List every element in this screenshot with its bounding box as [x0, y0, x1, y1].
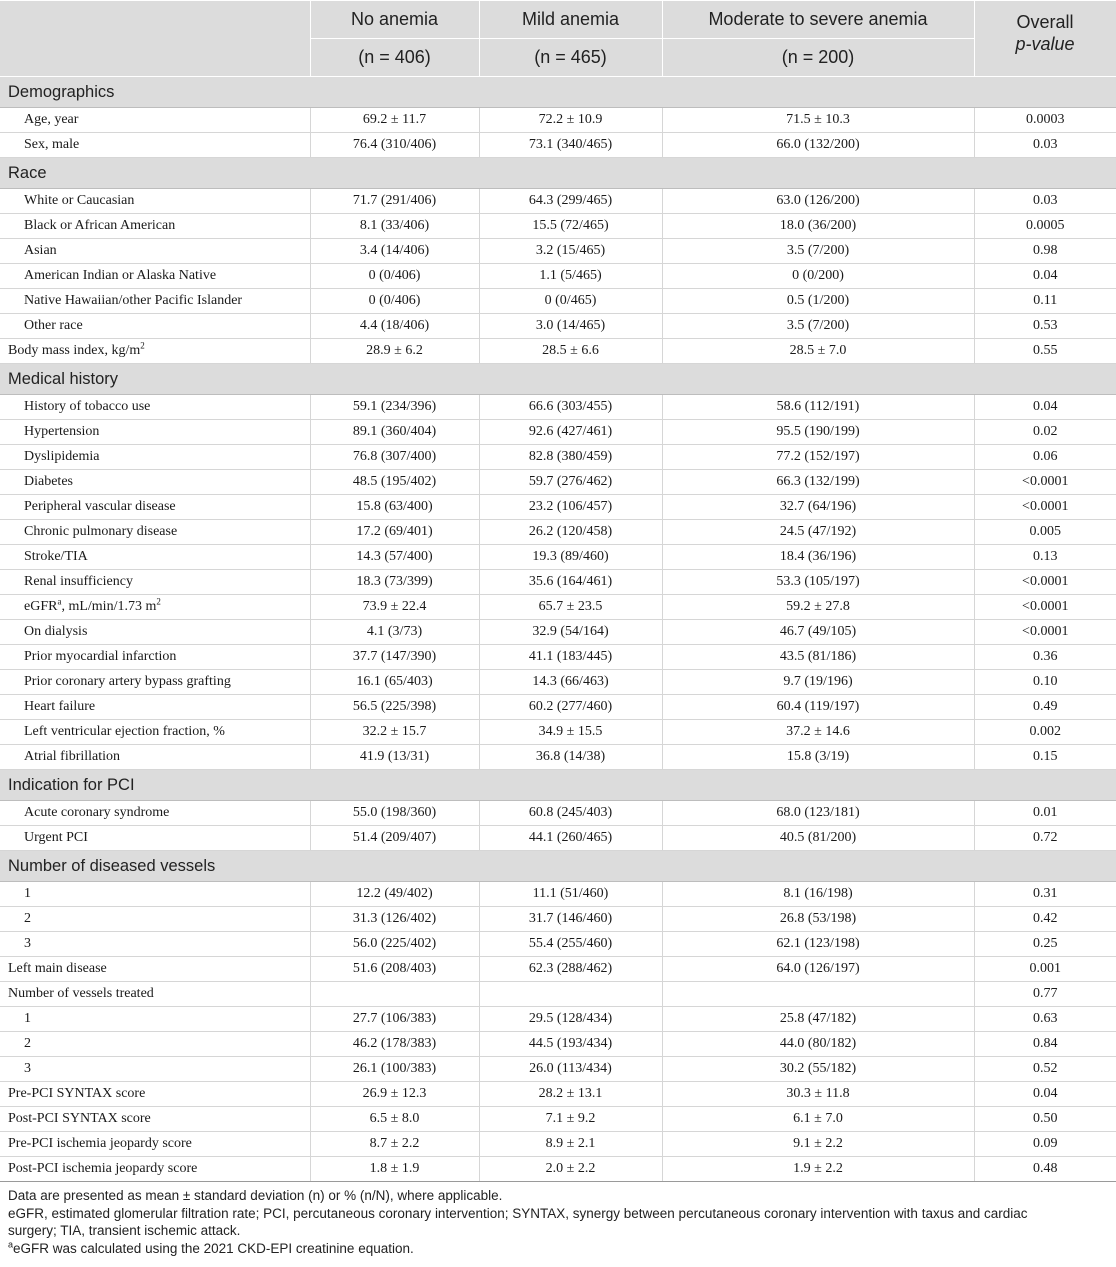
row-label [0, 314, 310, 339]
row-label-text: 2 [24, 911, 31, 926]
table-row [0, 1157, 1116, 1182]
row-label-text: White or Caucasian [24, 193, 135, 208]
row-label-text: Left ventricular ejection fraction, % [24, 724, 225, 739]
row-label [0, 620, 310, 645]
table-footnotes [8, 1187, 1116, 1257]
row-label [0, 445, 310, 470]
cell-p-value: 0.11 [974, 289, 1116, 314]
cell-no-anemia: 0 (0/406) [310, 264, 479, 289]
cell-mild-anemia: 64.3 (299/465) [479, 189, 662, 214]
cell-mild-anemia: 73.1 (340/465) [479, 133, 662, 158]
table-row [0, 670, 1116, 695]
cell-moderate-severe: 58.6 (112/191) [662, 395, 974, 420]
cell-mild-anemia: 60.8 (245/403) [479, 801, 662, 826]
cell-p-value: 0.10 [974, 670, 1116, 695]
cell-moderate-severe: 3.5 (7/200) [662, 314, 974, 339]
row-label-superscript: a [57, 596, 62, 607]
cell-mild-anemia: 31.7 (146/460) [479, 907, 662, 932]
row-label [0, 1007, 310, 1032]
cell-p-value: 0.42 [974, 907, 1116, 932]
row-label-text: Number of vessels treated [8, 986, 154, 1001]
cell-p-value: 0.72 [974, 826, 1116, 851]
table-row [0, 695, 1116, 720]
row-label-text-cont: , mL/min/1.73 m [61, 599, 157, 614]
row-label [0, 1032, 310, 1057]
cell-p-value: 0.31 [974, 882, 1116, 907]
cell-p-value: 0.04 [974, 264, 1116, 289]
cell-moderate-severe: 24.5 (47/192) [662, 520, 974, 545]
footnote-egfr [8, 1240, 1116, 1258]
row-label-text: Stroke/TIA [24, 549, 88, 564]
cell-moderate-severe: 6.1 ± 7.0 [662, 1107, 974, 1132]
row-label-text: 2 [24, 1036, 31, 1051]
section-title: Race [0, 158, 1116, 189]
cell-p-value: <0.0001 [974, 495, 1116, 520]
cell-mild-anemia: 35.6 (164/461) [479, 570, 662, 595]
cell-p-value: 0.63 [974, 1007, 1116, 1032]
cell-p-value: 0.03 [974, 133, 1116, 158]
table-body [0, 77, 1116, 1182]
cell-moderate-severe: 59.2 ± 27.8 [662, 595, 974, 620]
cell-moderate-severe: 44.0 (80/182) [662, 1032, 974, 1057]
cell-moderate-severe: 18.4 (36/196) [662, 545, 974, 570]
row-label [0, 420, 310, 445]
cell-mild-anemia: 66.6 (303/455) [479, 395, 662, 420]
table-row [0, 264, 1116, 289]
row-label-text: Chronic pulmonary disease [24, 524, 178, 539]
row-label [0, 570, 310, 595]
cell-no-anemia: 15.8 (63/400) [310, 495, 479, 520]
table-row [0, 189, 1116, 214]
cell-moderate-severe: 62.1 (123/198) [662, 932, 974, 957]
cell-mild-anemia: 60.2 (277/460) [479, 695, 662, 720]
section-header [0, 77, 1116, 108]
cell-mild-anemia: 59.7 (276/462) [479, 470, 662, 495]
row-label [0, 595, 310, 620]
table-row [0, 745, 1116, 770]
table-row [0, 932, 1116, 957]
cell-no-anemia: 18.3 (73/399) [310, 570, 479, 595]
row-label [0, 1132, 310, 1157]
table-row [0, 495, 1116, 520]
header-n-moderate-severe: (n = 200) [662, 39, 974, 77]
cell-p-value: 0.04 [974, 395, 1116, 420]
cell-moderate-severe: 43.5 (81/186) [662, 645, 974, 670]
cell-p-value: 0.02 [974, 420, 1116, 445]
cell-no-anemia: 28.9 ± 6.2 [310, 339, 479, 364]
section-title: Medical history [0, 364, 1116, 395]
cell-no-anemia: 0 (0/406) [310, 289, 479, 314]
cell-moderate-severe: 95.5 (190/199) [662, 420, 974, 445]
cell-no-anemia: 37.7 (147/390) [310, 645, 479, 670]
table-row [0, 1132, 1116, 1157]
table-row [0, 720, 1116, 745]
table-row [0, 645, 1116, 670]
table-row [0, 133, 1116, 158]
cell-p-value: 0.53 [974, 314, 1116, 339]
cell-moderate-severe: 66.0 (132/200) [662, 133, 974, 158]
cell-moderate-severe: 40.5 (81/200) [662, 826, 974, 851]
cell-mild-anemia: 65.7 ± 23.5 [479, 595, 662, 620]
cell-moderate-severe: 46.7 (49/105) [662, 620, 974, 645]
table-row [0, 289, 1116, 314]
cell-p-value: 0.50 [974, 1107, 1116, 1132]
cell-no-anemia: 76.4 (310/406) [310, 133, 479, 158]
row-label [0, 957, 310, 982]
cell-no-anemia: 26.1 (100/383) [310, 1057, 479, 1082]
cell-mild-anemia: 55.4 (255/460) [479, 932, 662, 957]
cell-mild-anemia: 92.6 (427/461) [479, 420, 662, 445]
cell-no-anemia: 56.0 (225/402) [310, 932, 479, 957]
row-label [0, 1157, 310, 1182]
cell-no-anemia: 27.7 (106/383) [310, 1007, 479, 1032]
row-label-text: Post-PCI SYNTAX score [8, 1111, 151, 1126]
cell-mild-anemia: 19.3 (89/460) [479, 545, 662, 570]
cell-no-anemia: 56.5 (225/398) [310, 695, 479, 720]
section-header [0, 770, 1116, 801]
cell-mild-anemia: 26.0 (113/434) [479, 1057, 662, 1082]
row-label-text: 3 [24, 936, 31, 951]
cell-no-anemia: 17.2 (69/401) [310, 520, 479, 545]
row-label-text: Hypertension [24, 424, 100, 439]
cell-p-value: <0.0001 [974, 595, 1116, 620]
cell-p-value: 0.55 [974, 339, 1116, 364]
row-label [0, 670, 310, 695]
table-row [0, 982, 1116, 1007]
cell-mild-anemia: 29.5 (128/434) [479, 1007, 662, 1032]
row-label-text: Heart failure [24, 699, 96, 714]
table-row [0, 314, 1116, 339]
header-n-mild-anemia: (n = 465) [479, 39, 662, 77]
cell-moderate-severe: 37.2 ± 14.6 [662, 720, 974, 745]
table-row [0, 239, 1116, 264]
section-header [0, 158, 1116, 189]
row-label [0, 470, 310, 495]
cell-moderate-severe: 26.8 (53/198) [662, 907, 974, 932]
cell-moderate-severe: 53.3 (105/197) [662, 570, 974, 595]
cell-mild-anemia: 14.3 (66/463) [479, 670, 662, 695]
row-label-text: Atrial fibrillation [24, 749, 121, 764]
cell-moderate-severe: 9.1 ± 2.2 [662, 1132, 974, 1157]
cell-moderate-severe: 60.4 (119/197) [662, 695, 974, 720]
cell-no-anemia: 8.7 ± 2.2 [310, 1132, 479, 1157]
header-mild-anemia: Mild anemia [479, 1, 662, 39]
cell-no-anemia: 31.3 (126/402) [310, 907, 479, 932]
row-label [0, 801, 310, 826]
table-row [0, 420, 1116, 445]
row-label-text: eGFR [24, 599, 58, 614]
cell-no-anemia: 51.6 (208/403) [310, 957, 479, 982]
row-label-text: Pre-PCI ischemia jeopardy score [8, 1136, 192, 1151]
cell-moderate-severe: 77.2 (152/197) [662, 445, 974, 470]
row-label [0, 720, 310, 745]
cell-mild-anemia [479, 982, 662, 1007]
footnote-egfr-marker: a [8, 1239, 14, 1249]
cell-mild-anemia: 7.1 ± 9.2 [479, 1107, 662, 1132]
cell-moderate-severe: 63.0 (126/200) [662, 189, 974, 214]
row-label-text: Other race [24, 318, 83, 333]
footnote-data-presentation: Data are presented as mean ± standard deviation (n) or % (n/N), where applicable. [8, 1188, 503, 1203]
cell-p-value: 0.002 [974, 720, 1116, 745]
row-label-text: History of tobacco use [24, 399, 151, 414]
cell-no-anemia: 73.9 ± 22.4 [310, 595, 479, 620]
cell-p-value: 0.36 [974, 645, 1116, 670]
table-row [0, 1107, 1116, 1132]
cell-mild-anemia: 44.5 (193/434) [479, 1032, 662, 1057]
cell-moderate-severe: 66.3 (132/199) [662, 470, 974, 495]
row-label [0, 932, 310, 957]
row-label-text: Diabetes [24, 474, 73, 489]
cell-moderate-severe: 32.7 (64/196) [662, 495, 974, 520]
cell-p-value: <0.0001 [974, 470, 1116, 495]
row-label [0, 395, 310, 420]
cell-mild-anemia: 62.3 (288/462) [479, 957, 662, 982]
cell-no-anemia: 6.5 ± 8.0 [310, 1107, 479, 1132]
cell-p-value: 0.0005 [974, 214, 1116, 239]
cell-no-anemia: 51.4 (209/407) [310, 826, 479, 851]
section-header [0, 851, 1116, 882]
cell-moderate-severe: 25.8 (47/182) [662, 1007, 974, 1032]
cell-mild-anemia: 41.1 (183/445) [479, 645, 662, 670]
cell-p-value: 0.001 [974, 957, 1116, 982]
cell-moderate-severe: 18.0 (36/200) [662, 214, 974, 239]
row-label [0, 289, 310, 314]
table-row [0, 1057, 1116, 1082]
row-label [0, 645, 310, 670]
table-row [0, 570, 1116, 595]
row-label-superscript: 2 [156, 596, 161, 607]
cell-moderate-severe: 71.5 ± 10.3 [662, 108, 974, 133]
header-moderate-severe-anemia: Moderate to severe anemia [662, 1, 974, 39]
cell-moderate-severe: 15.8 (3/19) [662, 745, 974, 770]
cell-mild-anemia: 32.9 (54/164) [479, 620, 662, 645]
row-label-text: Prior coronary artery bypass grafting [24, 674, 231, 689]
row-label-text: Urgent PCI [24, 830, 88, 845]
cell-mild-anemia: 72.2 ± 10.9 [479, 108, 662, 133]
cell-mild-anemia: 8.9 ± 2.1 [479, 1132, 662, 1157]
cell-no-anemia: 32.2 ± 15.7 [310, 720, 479, 745]
cell-mild-anemia: 26.2 (120/458) [479, 520, 662, 545]
footnote-egfr-text: eGFR was calculated using the 2021 CKD-EPI creatinine equation. [13, 1240, 414, 1256]
header-n-no-anemia: (n = 406) [310, 39, 479, 77]
cell-mild-anemia: 34.9 ± 15.5 [479, 720, 662, 745]
table-row [0, 1032, 1116, 1057]
cell-mild-anemia: 3.0 (14/465) [479, 314, 662, 339]
cell-moderate-severe: 9.7 (19/196) [662, 670, 974, 695]
cell-no-anemia: 26.9 ± 12.3 [310, 1082, 479, 1107]
cell-no-anemia: 55.0 (198/360) [310, 801, 479, 826]
cell-mild-anemia: 11.1 (51/460) [479, 882, 662, 907]
row-label [0, 882, 310, 907]
table-row [0, 214, 1116, 239]
cell-moderate-severe: 0.5 (1/200) [662, 289, 974, 314]
footnote-abbreviations: eGFR, estimated glomerular filtration rate; PCI, percutaneous coronary intervention; SYNTAX, synergy between percutaneous coronary intervention with taxus and cardiac [8, 1205, 1028, 1221]
row-label-text: American Indian or Alaska Native [24, 268, 217, 283]
row-label-text: Pre-PCI SYNTAX score [8, 1086, 146, 1101]
cell-mild-anemia: 15.5 (72/465) [479, 214, 662, 239]
section-title: Demographics [0, 77, 1116, 108]
table-row [0, 882, 1116, 907]
row-label-text: Age, year [24, 112, 79, 127]
cell-p-value: 0.48 [974, 1157, 1116, 1182]
cell-no-anemia: 12.2 (49/402) [310, 882, 479, 907]
cell-mild-anemia: 3.2 (15/465) [479, 239, 662, 264]
row-label-text: Dyslipidemia [24, 449, 100, 464]
row-label-text: 1 [24, 1011, 31, 1026]
cell-p-value: 0.25 [974, 932, 1116, 957]
cell-no-anemia: 8.1 (33/406) [310, 214, 479, 239]
header-overall: Overall [1016, 12, 1074, 32]
row-label-superscript: 2 [140, 340, 145, 351]
table-row [0, 470, 1116, 495]
row-label [0, 982, 310, 1007]
section-header [0, 364, 1116, 395]
cell-no-anemia: 76.8 (307/400) [310, 445, 479, 470]
cell-mild-anemia: 0 (0/465) [479, 289, 662, 314]
header-no-anemia: No anemia [310, 1, 479, 39]
row-label [0, 108, 310, 133]
table-row [0, 620, 1116, 645]
cell-no-anemia: 4.1 (3/73) [310, 620, 479, 645]
cell-moderate-severe: 30.3 ± 11.8 [662, 1082, 974, 1107]
cell-moderate-severe: 1.9 ± 2.2 [662, 1157, 974, 1182]
header-blank [0, 1, 310, 77]
cell-mild-anemia: 28.5 ± 6.6 [479, 339, 662, 364]
cell-p-value: 0.09 [974, 1132, 1116, 1157]
row-label [0, 339, 310, 364]
row-label [0, 695, 310, 720]
table-row [0, 545, 1116, 570]
cell-no-anemia: 46.2 (178/383) [310, 1032, 479, 1057]
cell-moderate-severe: 8.1 (16/198) [662, 882, 974, 907]
cell-no-anemia: 4.4 (18/406) [310, 314, 479, 339]
row-label-text: Black or African American [24, 218, 176, 233]
cell-mild-anemia: 36.8 (14/38) [479, 745, 662, 770]
cell-p-value: 0.52 [974, 1057, 1116, 1082]
cell-no-anemia: 71.7 (291/406) [310, 189, 479, 214]
row-label [0, 745, 310, 770]
row-label-text: Asian [24, 243, 57, 258]
cell-moderate-severe: 68.0 (123/181) [662, 801, 974, 826]
cell-no-anemia: 48.5 (195/402) [310, 470, 479, 495]
row-label-text: On dialysis [24, 624, 88, 639]
cell-moderate-severe: 64.0 (126/197) [662, 957, 974, 982]
row-label [0, 1107, 310, 1132]
cell-p-value: <0.0001 [974, 620, 1116, 645]
cell-p-value: 0.15 [974, 745, 1116, 770]
cell-mild-anemia: 1.1 (5/465) [479, 264, 662, 289]
cell-no-anemia: 89.1 (360/404) [310, 420, 479, 445]
row-label [0, 520, 310, 545]
cell-p-value: 0.005 [974, 520, 1116, 545]
row-label [0, 495, 310, 520]
cell-p-value: 0.49 [974, 695, 1116, 720]
row-label-text: 1 [24, 886, 31, 901]
section-title: Indication for PCI [0, 770, 1116, 801]
row-label-text: Renal insufficiency [24, 574, 133, 589]
cell-no-anemia: 14.3 (57/400) [310, 545, 479, 570]
cell-mild-anemia: 2.0 ± 2.2 [479, 1157, 662, 1182]
cell-moderate-severe [662, 982, 974, 1007]
cell-p-value: 0.03 [974, 189, 1116, 214]
footnote-abbreviations-cont: surgery; TIA, transient ischemic attack. [8, 1223, 241, 1238]
table-row [0, 907, 1116, 932]
row-label-text: Acute coronary syndrome [24, 805, 170, 820]
row-label [0, 214, 310, 239]
row-label [0, 239, 310, 264]
row-label-text: Native Hawaiian/other Pacific Islander [24, 293, 243, 308]
table-row [0, 108, 1116, 133]
table-row [0, 1082, 1116, 1107]
row-label-text: Body mass index, kg/m [8, 343, 141, 358]
row-label [0, 907, 310, 932]
section-title: Number of diseased vessels [0, 851, 1116, 882]
row-label-text: Left main disease [8, 961, 107, 976]
row-label [0, 826, 310, 851]
cell-mild-anemia: 23.2 (106/457) [479, 495, 662, 520]
table-row [0, 957, 1116, 982]
cell-mild-anemia: 82.8 (380/459) [479, 445, 662, 470]
cell-p-value: <0.0001 [974, 570, 1116, 595]
cell-no-anemia [310, 982, 479, 1007]
cell-p-value: 0.84 [974, 1032, 1116, 1057]
cell-moderate-severe: 3.5 (7/200) [662, 239, 974, 264]
row-label-text: Post-PCI ischemia jeopardy score [8, 1161, 198, 1176]
table-row [0, 395, 1116, 420]
row-label-text: Peripheral vascular disease [24, 499, 176, 514]
row-label [0, 189, 310, 214]
table-row [0, 1007, 1116, 1032]
row-label-text: 3 [24, 1061, 31, 1076]
table-row [0, 801, 1116, 826]
cell-p-value: 0.77 [974, 982, 1116, 1007]
cell-moderate-severe: 30.2 (55/182) [662, 1057, 974, 1082]
cell-mild-anemia: 44.1 (260/465) [479, 826, 662, 851]
cell-no-anemia: 69.2 ± 11.7 [310, 108, 479, 133]
cell-no-anemia: 41.9 (13/31) [310, 745, 479, 770]
cell-no-anemia: 3.4 (14/406) [310, 239, 479, 264]
row-label [0, 264, 310, 289]
cell-p-value: 0.0003 [974, 108, 1116, 133]
cell-p-value: 0.13 [974, 545, 1116, 570]
cell-moderate-severe: 28.5 ± 7.0 [662, 339, 974, 364]
table-row [0, 520, 1116, 545]
cell-p-value: 0.98 [974, 239, 1116, 264]
cell-no-anemia: 59.1 (234/396) [310, 395, 479, 420]
header-p-value-label: p-value [1015, 34, 1075, 54]
cell-moderate-severe: 0 (0/200) [662, 264, 974, 289]
row-label [0, 1082, 310, 1107]
table-row [0, 595, 1116, 620]
header-p-value [974, 1, 1116, 77]
table-row [0, 826, 1116, 851]
row-label [0, 1057, 310, 1082]
table-row [0, 339, 1116, 364]
row-label [0, 133, 310, 158]
table-row [0, 445, 1116, 470]
cell-mild-anemia: 28.2 ± 13.1 [479, 1082, 662, 1107]
cell-no-anemia: 1.8 ± 1.9 [310, 1157, 479, 1182]
row-label-text: Sex, male [24, 137, 80, 152]
cell-p-value: 0.06 [974, 445, 1116, 470]
row-label-text: Prior myocardial infarction [24, 649, 177, 664]
cell-no-anemia: 16.1 (65/403) [310, 670, 479, 695]
row-label [0, 545, 310, 570]
cell-p-value: 0.01 [974, 801, 1116, 826]
cell-p-value: 0.04 [974, 1082, 1116, 1107]
